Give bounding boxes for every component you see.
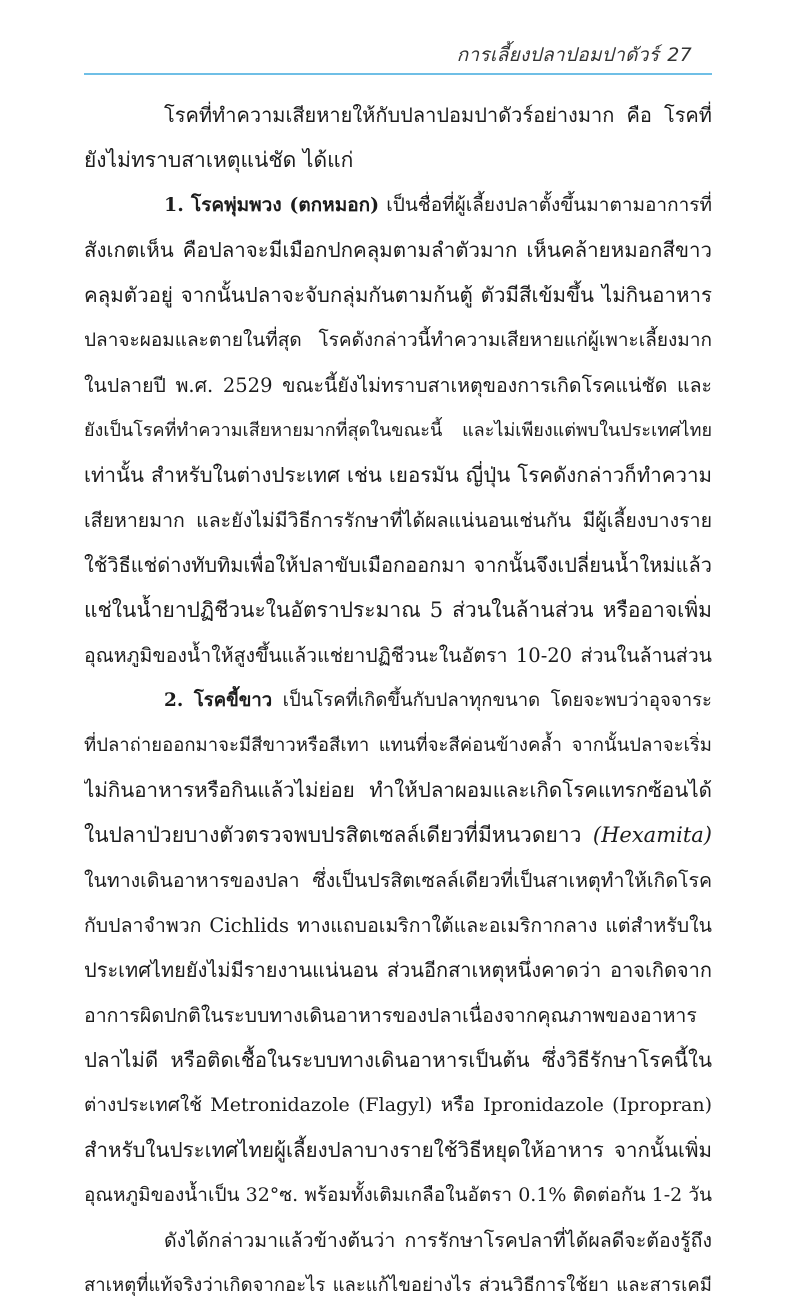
body-line: ที่ปลาถ่ายออกมาจะมีสีขาวหรือสีเทา แทนที่จะสีค่อนข้างคล้ำ จากนั้นปลาจะเริ่ม [84, 735, 712, 756]
body-line: ต่างประเทศใช้ Metronidazole (Flagyl) หรือ Ipronidazole (Ipropran) [84, 1094, 712, 1116]
section-heading: โรคพุ่มพวง (ตกหมอก) [190, 194, 380, 216]
section-number: 1. [164, 194, 184, 216]
section-number: 2. [164, 690, 184, 711]
closing-line: สาเหตุที่แท้จริงว่าเกิดจากอะไร และแก้ไขอย่างไร ส่วนวิธีการใช้ยา และสารเคมี [84, 1275, 712, 1296]
header-rule [84, 73, 712, 75]
body-line: เท่านั้น สำหรับในต่างประเทศ เช่น เยอรมัน ญี่ปุ่น โรคดังกล่าวก็ทำความ [84, 463, 712, 487]
body-line: ปลาไม่ดี หรือติดเชื้อในระบบทางเดินอาหารเป็นต้น ซึ่งวิธีรักษาโรคนี้ใน [84, 1048, 712, 1072]
closing-line: ดังได้กล่าวมาแล้วข้างต้นว่า การรักษาโรคปลาที่ได้ผลดีจะต้องรู้ถึง [164, 1229, 712, 1252]
body-line: เสียหายมาก และยังไม่มีวิธีการรักษาที่ได้ผลแน่นอนเช่นกัน มีผู้เลี้ยงบางราย [84, 509, 712, 532]
body-line: ใช้วิธีแช่ด่างทับทิมเพื่อให้ปลาขับเมือกออกมา จากนั้นจึงเปลี่ยนน้ำใหม่แล้ว [84, 553, 712, 577]
body-text [84, 93, 712, 1308]
section-heading: โรคขี้ขาว [193, 690, 273, 711]
section-heading-line [84, 678, 712, 723]
body-line: ไม่กินอาหารหรือกินแล้วไม่ย่อย ทำให้ปลาผอมและเกิดโรคแทรกซ้อนได้ [84, 778, 712, 802]
body-line [84, 813, 712, 858]
body-line: อุณหภูมิของน้ำเป็น 32°ซ. พร้อมทั้งเติมเกลือในอัตรา 0.1% ติดต่อกัน 1-2 วัน [84, 1184, 712, 1206]
body-line: แช่ในน้ำยาปฏิชีวนะในอัตราประมาณ 5 ส่วนในล้านส่วน หรืออาจเพิ่ม [84, 598, 712, 622]
running-header [457, 40, 692, 70]
body-text-span: ในปลาป่วยบางตัวตรวจพบปรสิตเซลล์เดียวที่มีหนวดยาว [84, 823, 582, 847]
body-line: คลุมตัวอยู่ จากนั้นปลาจะจับกลุ่มกันตามก้นตู้ ตัวมีสีเข้มขึ้น ไม่กินอาหาร [84, 283, 712, 307]
intro-line: โรคที่ทำความเสียหายให้กับปลาปอมปาดัวร์อย่างมาก คือ โรคที่ [164, 103, 712, 127]
body-line: กับปลาจำพวก Cichlids ทางแถบอเมริกาใต้และอเมริกากลาง แต่สำหรับใน [84, 914, 712, 937]
section-text: เป็นชื่อที่ผู้เลี้ยงปลาตั้งขึ้นมาตามอาการที่ [386, 194, 712, 216]
intro-line: ยังไม่ทราบสาเหตุแน่ชัด ได้แก่ [84, 148, 354, 172]
body-line: ในปลายปี พ.ศ. 2529 ขณะนี้ยังไม่ทราบสาเหตุของการเกิดโรคแน่ชัด และ [84, 374, 712, 397]
body-line: ในทางเดินอาหารของปลา ซึ่งเป็นปรสิตเซลล์เดียวที่เป็นสาเหตุทำให้เกิดโรค [84, 869, 712, 892]
body-line: สังเกตเห็น คือปลาจะมีเมือกปกคลุมตามลำตัวมาก เห็นคล้ายหมอกสีขาว [84, 238, 712, 262]
body-line: สำหรับในประเทศไทยผู้เลี้ยงปลาบางรายใช้วิธีหยุดให้อาหาร จากนั้นเพิ่ม [84, 1138, 712, 1162]
body-line: ยังเป็นโรคที่ทำความเสียหายมากที่สุดในขณะนี้ และไม่เพียงแต่พบในประเทศไทย [84, 420, 712, 441]
section-text: เป็นโรคที่เกิดขึ้นกับปลาทุกขนาด โดยจะพบว่าอุจจาระ [282, 690, 712, 711]
book-title: การเลี้ยงปลาปอมปาดัวร์ [456, 44, 660, 66]
section-heading-line [84, 183, 712, 228]
scientific-name: (Hexamita) [592, 823, 712, 847]
body-line: ประเทศไทยยังไม่มีรายงานแน่นอน ส่วนอีกสาเหตุหนึ่งคาดว่า อาจเกิดจาก [84, 958, 712, 982]
body-line: อาการผิดปกติในระบบทางเดินอาหารของปลาเนื่องจากคุณภาพของอาหาร [84, 1004, 697, 1027]
body-line: ปลาจะผอมและตายในที่สุด โรคดังกล่าวนี้ทำความเสียหายแก่ผู้เพาะเลี้ยงมาก [84, 329, 712, 351]
page-number: 27 [667, 44, 692, 66]
body-line: อุณหภูมิของน้ำให้สูงขึ้นแล้วแช่ยาปฏิชีวนะในอัตรา 10-20 ส่วนในล้านส่วน [84, 644, 712, 667]
